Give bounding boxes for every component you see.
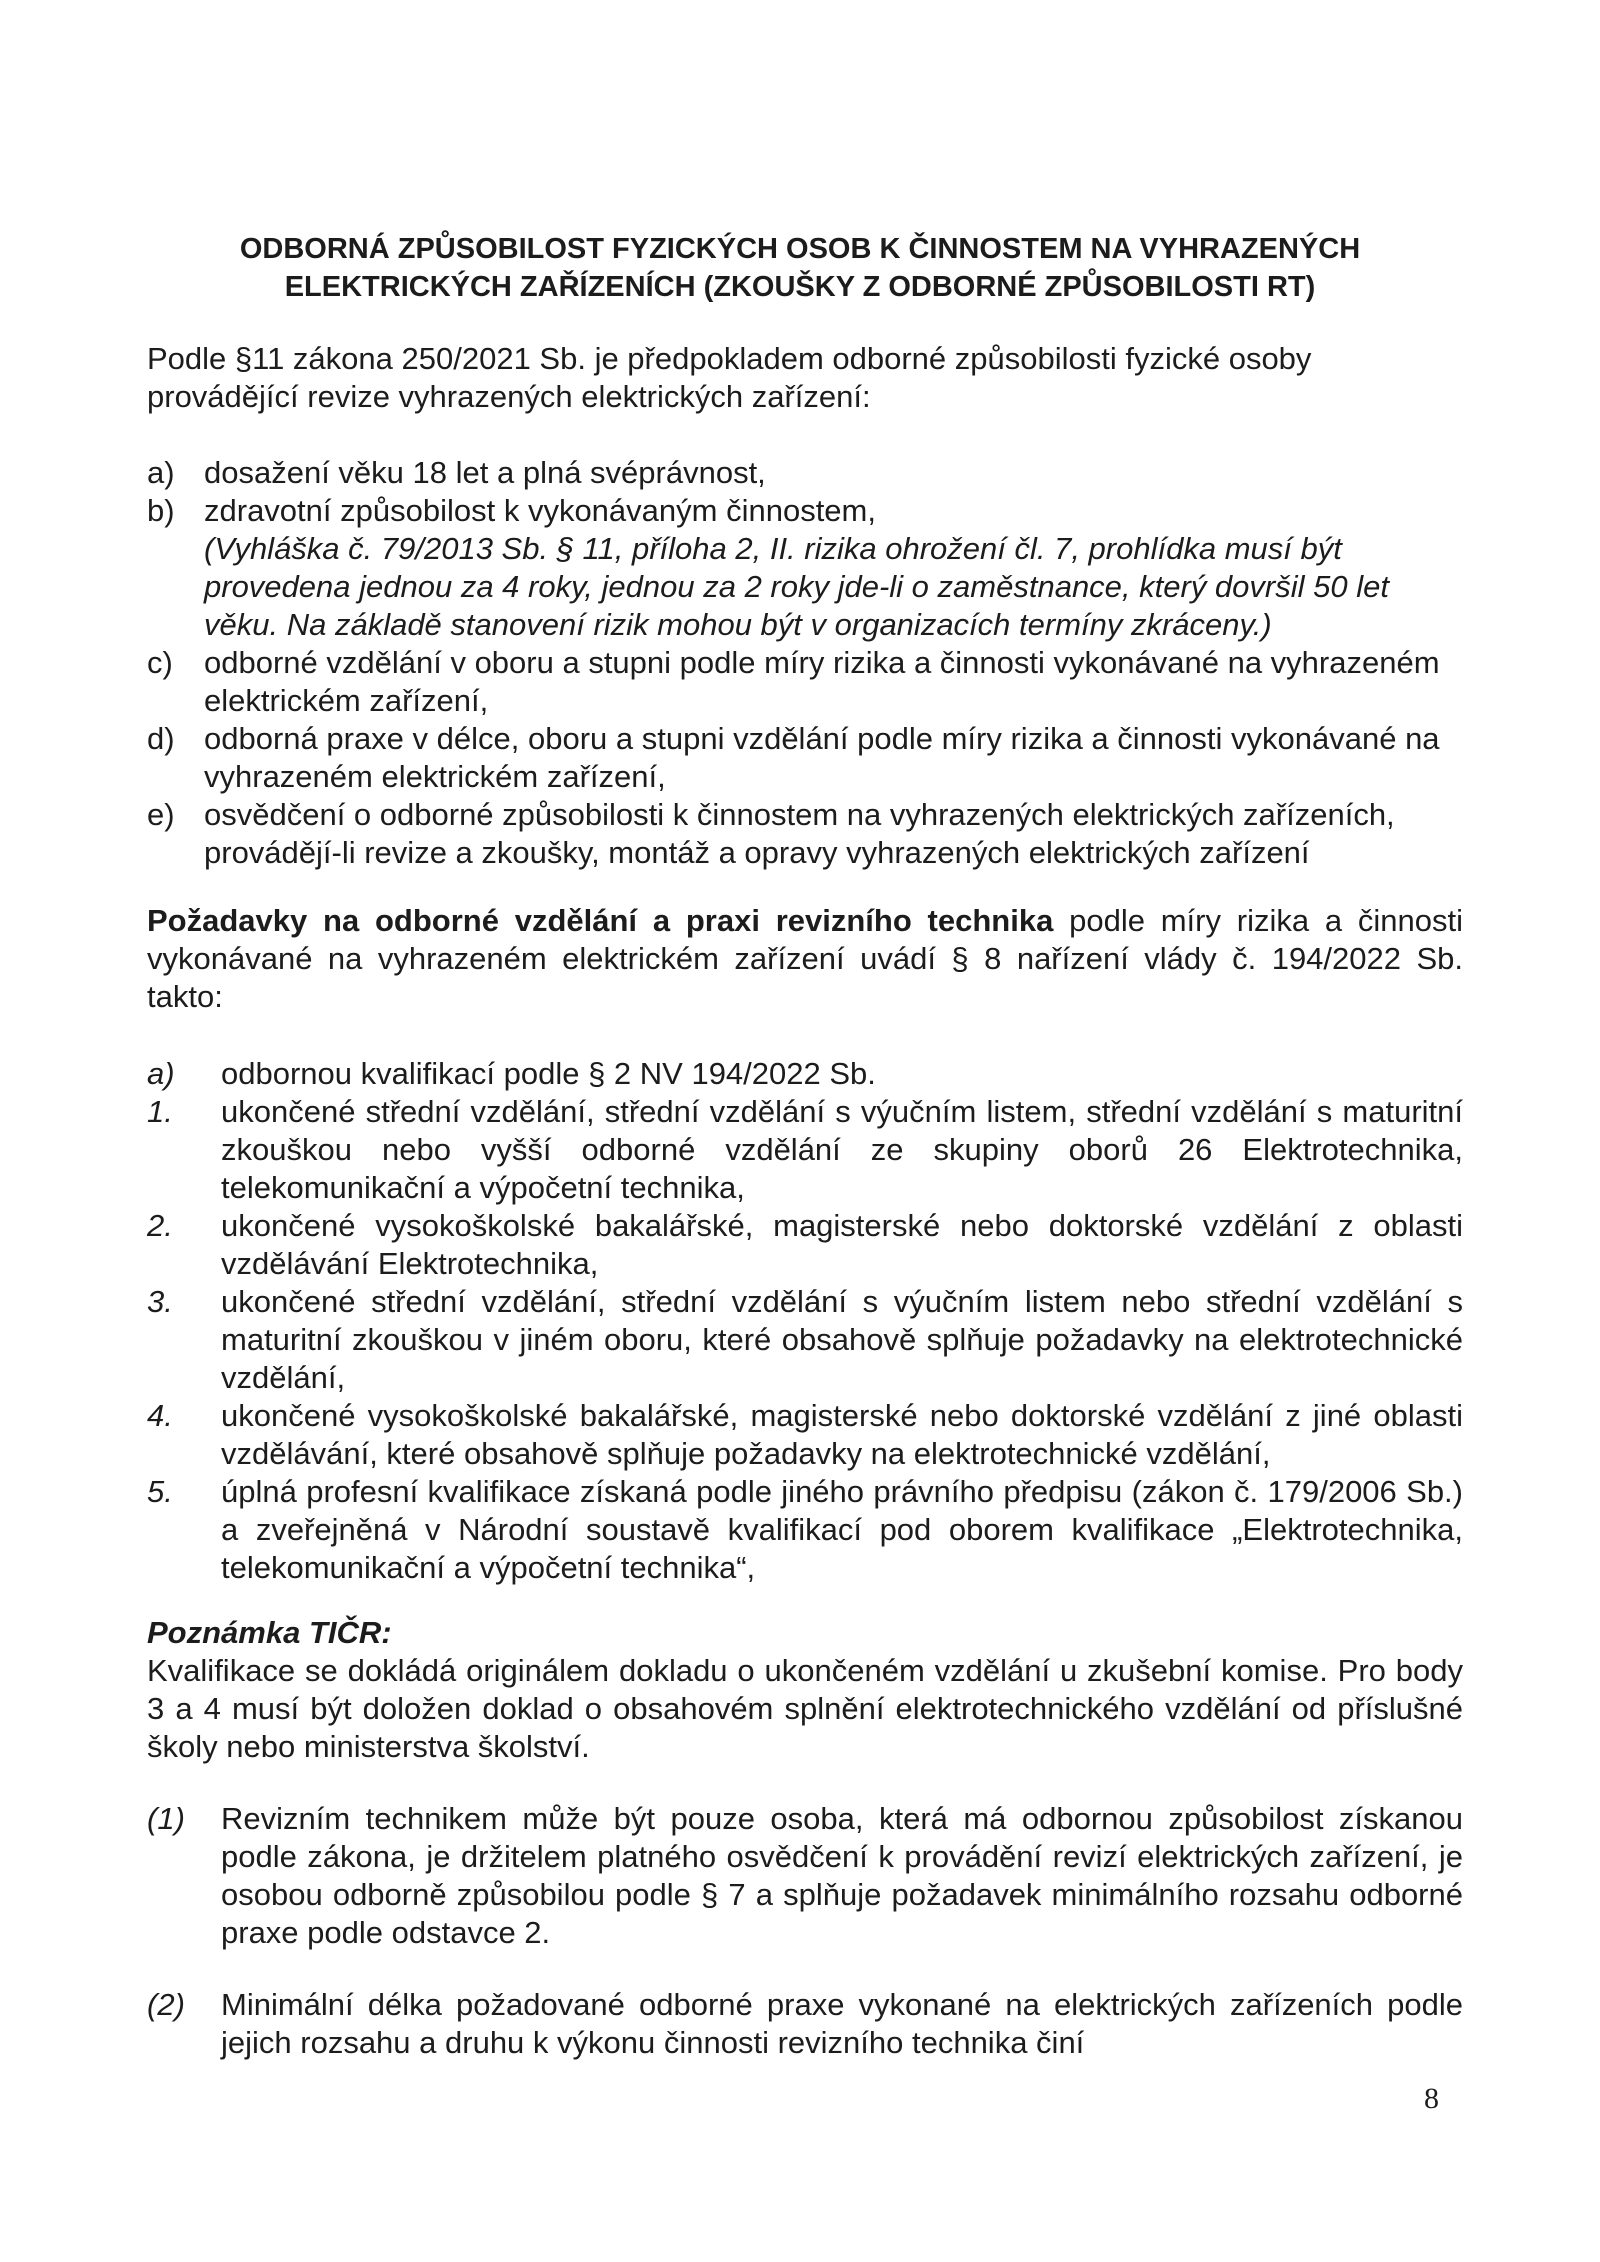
list-item [147, 1093, 1463, 1207]
list-item-text: dosažení věku 18 let a plná svéprávnost, [204, 455, 766, 490]
section-intro-text: podle míry rizika a činnosti vykonávané na vyhrazeném elektrickém zařízení uvádí § 8 nařízení vlády č. 194/2022 Sb. takto: [147, 903, 1463, 1014]
list-item-text: zdravotní způsobilost k vykonávaným činnostem, [204, 493, 876, 528]
list-item [147, 1055, 1463, 1093]
list-item [147, 1283, 1463, 1397]
list-item-label: a) [147, 1056, 175, 1091]
list-item [147, 1473, 1463, 1587]
list-item-text: odborné vzdělání v oboru a stupni podle míry rizika a činnosti vykonávané na vyhrazeném elektrickém zařízení, [204, 645, 1440, 718]
list-item [147, 1207, 1463, 1283]
health-note: (Vyhláška č. 79/2013 Sb. § 11, příloha 2, II. rizika ohrožení čl. 7, prohlídka musí být provedena jednou za 4 roky, jednou za 2 roky jde-li o zaměstnance, který dovršil 50 let věku. Na základě stanovení rizik mohou být v organizacích termíny zkráceny.) [204, 531, 1389, 642]
list-item-text: ukončené střední vzdělání, střední vzdělání s výučním listem nebo střední vzdělání s maturitní zkouškou v jiném oboru, které obsahově splňuje požadavky na elektrotechnické vzdělání, [221, 1284, 1463, 1395]
note-text: Kvalifikace se dokládá originálem dokladu o ukončeném vzdělání u zkušební komise. Pro body 3 a 4 musí být doložen doklad o obsahovém splnění elektrotechnického vzdělání od příslušné školy nebo ministerstva školství. [147, 1653, 1463, 1764]
list-item-label: c) [147, 645, 173, 680]
paragraph-text: Minimální délka požadované odborné praxe vykonané na elektrických zařízeních podle jejich rozsahu a druhu k výkonu činnosti revizního technika činí [221, 1987, 1463, 2060]
list-item-label: b) [147, 493, 175, 528]
list-item-text: odbornou kvalifikací podle § 2 NV 194/2022 Sb. [221, 1056, 876, 1091]
section-heading: Požadavky na odborné vzdělání a praxi revizního technika [147, 903, 1054, 938]
page-number: 8 [1424, 2082, 1439, 2115]
paragraph-number: (1) [147, 1801, 185, 1836]
intro-paragraph [147, 340, 1463, 416]
list-item-label: a) [147, 455, 175, 490]
list-item-label: 4. [147, 1398, 173, 1433]
list-item [147, 454, 1463, 492]
list-item [147, 720, 1463, 796]
list-item [147, 644, 1463, 720]
list-item-text: osvědčení o odborné způsobilosti k činnostem na vyhrazených elektrických zařízeních, provádějí-li revize a zkoušky, montáž a opravy vyhrazených elektrických zařízení [204, 797, 1395, 870]
title-line-2: ELEKTRICKÝCH ZAŘÍZENÍCH (ZKOUŠKY Z ODBORNÉ ZPŮSOBILOSTI RT) [284, 271, 1316, 303]
list-item-text: úplná profesní kvalifikace získaná podle jiného právního předpisu (zákon č. 179/2006 Sb.) a zveřejněná v Národní soustavě kvalifikací pod oborem kvalifikace „Elektrotechnika, telekomunikační a výpočetní technika“, [221, 1474, 1463, 1585]
list-item-text: ukončené vysokoškolské bakalářské, magisterské nebo doktorské vzdělání z jiné oblasti vzdělávání, které obsahově splňuje požadavky na elektrotechnické vzdělání, [221, 1398, 1463, 1471]
qualifications-list [147, 1055, 1463, 1587]
paragraph-2 [147, 1986, 1463, 2062]
list-item-text: ukončené střední vzdělání, střední vzdělání s výučním listem, střední vzdělání s maturitní zkouškou nebo vyšší odborné vzdělání ze skupiny oborů 26 Elektrotechnika, telekomunikační a výpočetní technika, [221, 1094, 1463, 1205]
list-item-label: 5. [147, 1474, 173, 1509]
list-item-label: 1. [147, 1094, 173, 1129]
note-heading: Poznámka TIČR: [147, 1615, 392, 1650]
paragraph-1 [147, 1800, 1463, 1952]
list-item-text: odborná praxe v délce, oboru a stupni vzdělání podle míry rizika a činnosti vykonávané na vyhrazeném elektrickém zařízení, [204, 721, 1440, 794]
requirements-list [147, 454, 1463, 872]
list-item [147, 492, 1463, 530]
intro-text: Podle §11 zákona 250/2021 Sb. je předpokladem odborné způsobilosti fyzické osoby provádějící revize vyhrazených elektrických zařízení: [147, 341, 1312, 414]
list-item-label: e) [147, 797, 175, 832]
paragraph-text: Revizním technikem může být pouze osoba, která má odbornou způsobilost získanou podle zákona, je držitelem platného osvědčení k provádění revizí elektrických zařízení, je osobou odborně způsobilou podle § 7 a splňuje požadavek minimálního rozsahu odborné praxe podle odstavce 2. [221, 1801, 1463, 1950]
list-item [147, 1397, 1463, 1473]
list-item-label: 2. [147, 1208, 173, 1243]
list-item-label: d) [147, 721, 175, 756]
list-item-label: 3. [147, 1284, 173, 1319]
page-title [140, 230, 1460, 306]
section-requirements-intro [147, 902, 1463, 1016]
tičr-note [147, 1614, 1463, 1766]
paragraph-number: (2) [147, 1987, 185, 2022]
list-item-text: ukončené vysokoškolské bakalářské, magisterské nebo doktorské vzdělání z oblasti vzdělávání Elektrotechnika, [221, 1208, 1463, 1281]
list-item [147, 796, 1463, 872]
title-line-1: ODBORNÁ ZPŮSOBILOST FYZICKÝCH OSOB K ČINNOSTEM NA VYHRAZENÝCH [239, 233, 1361, 265]
